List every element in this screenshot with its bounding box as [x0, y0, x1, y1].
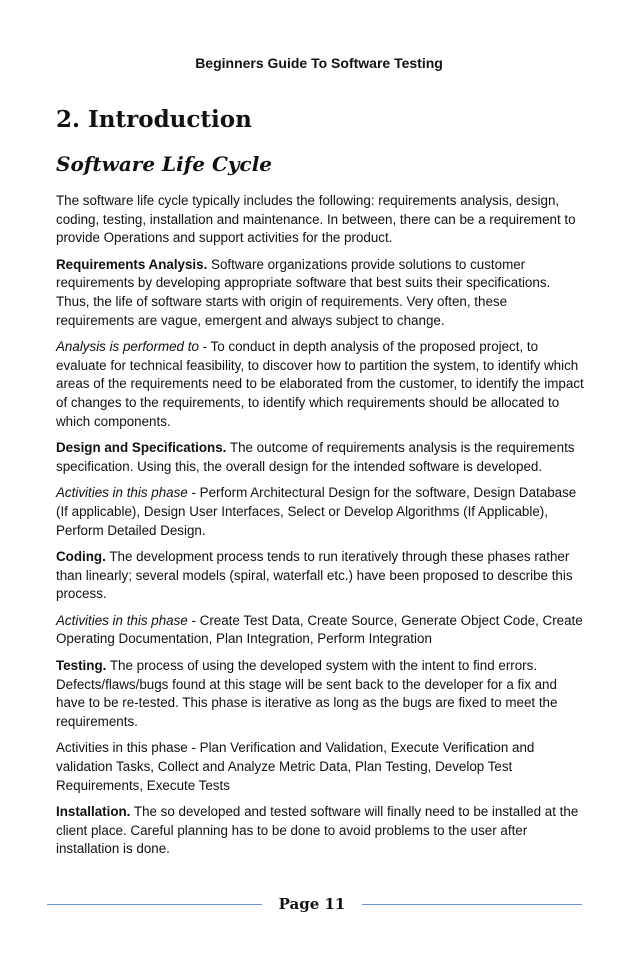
testing-lead: Testing. — [56, 658, 107, 674]
coding-paragraph — [56, 548, 586, 604]
testing-activities-paragraph: Activities in this phase - Plan Verification and Validation, Execute Verification and validation Tasks, Collect and Analyze Metric Data, Plan Testing, Develop Test Requirements, Execute Tests — [56, 740, 535, 793]
design-body: The outcome of requirements analysis is the requirements specification. Using this, the overall design for the intended software is developed. — [56, 440, 575, 474]
footer-rule-right — [362, 904, 582, 905]
analysis-paragraph — [56, 338, 586, 431]
design-activities-body: - Perform Architectural Design for the software, Design Database (If applicable), Design User Interfaces, Select or Develop Algorithms (If Applicable), Perform Detailed Design. — [56, 485, 577, 538]
intro-paragraph: The software life cycle typically includes the following: requirements analysis, design, coding, testing, installation and maintenance. In between, there can be a requirement to provide Operations and support activities for the product. — [56, 193, 576, 246]
testing-body: The process of using the developed system with the intent to find errors. Defects/flaws/bugs found at this stage will be sent back to the developer for a fix and have to be re-tested. This phase is iterative as long as the bugs are fixed to meet the requirements. — [56, 658, 558, 729]
installation-body: The so developed and tested software will finally need to be installed at the client place. Careful planning has to be done to avoid problems to the user after installation is done. — [56, 804, 579, 857]
page-content — [56, 104, 586, 867]
requirements-lead: Requirements Analysis. — [56, 256, 208, 272]
page-number: Page 11 — [278, 895, 346, 913]
coding-lead: Coding. — [56, 549, 106, 565]
coding-body: The development process tends to run iteratively through these phases rather than linearly; several models (spiral, waterfall etc.) have been proposed to describe this process. — [56, 549, 573, 602]
installation-lead: Installation. — [56, 804, 131, 820]
running-header: Beginners Guide To Software Testing — [195, 55, 443, 71]
design-lead: Design and Specifications. — [56, 440, 227, 456]
section-title: Software Life Cycle — [56, 152, 273, 176]
requirements-body: Software organizations provide solutions to customer requirements by developing appropriate software that best suits their specifications. Thus, the life of software starts with origin of requirements. Very often, these requirements are vague, emergent and always subject to change. — [56, 256, 551, 328]
design-activities-lead: Activities in this phase — [56, 485, 188, 501]
testing-paragraph — [56, 657, 586, 731]
design-paragraph — [56, 439, 586, 476]
design-activities-paragraph — [56, 484, 586, 540]
requirements-paragraph — [56, 256, 586, 330]
coding-activities-lead: Activities in this phase — [56, 612, 188, 628]
analysis-lead: Analysis is performed to — [56, 339, 199, 355]
chapter-title: 2. Introduction — [56, 106, 252, 133]
footer-rule-left — [47, 904, 262, 905]
page-footer — [0, 893, 638, 917]
analysis-body: - To conduct in depth analysis of the proposed project, to evaluate for technical feasibility, to discover how to partition the system, to identify which areas of the requirements need to be elaborated from the customer, to identify the impact of changes to the requirements, to identify which requirements should be allocated to which components. — [56, 339, 584, 429]
coding-activities-paragraph — [56, 612, 586, 649]
installation-paragraph — [56, 803, 586, 859]
coding-activities-body: - Create Test Data, Create Source, Generate Object Code, Create Operating Documentation, Plan Integration, Perform Integration — [56, 612, 583, 647]
